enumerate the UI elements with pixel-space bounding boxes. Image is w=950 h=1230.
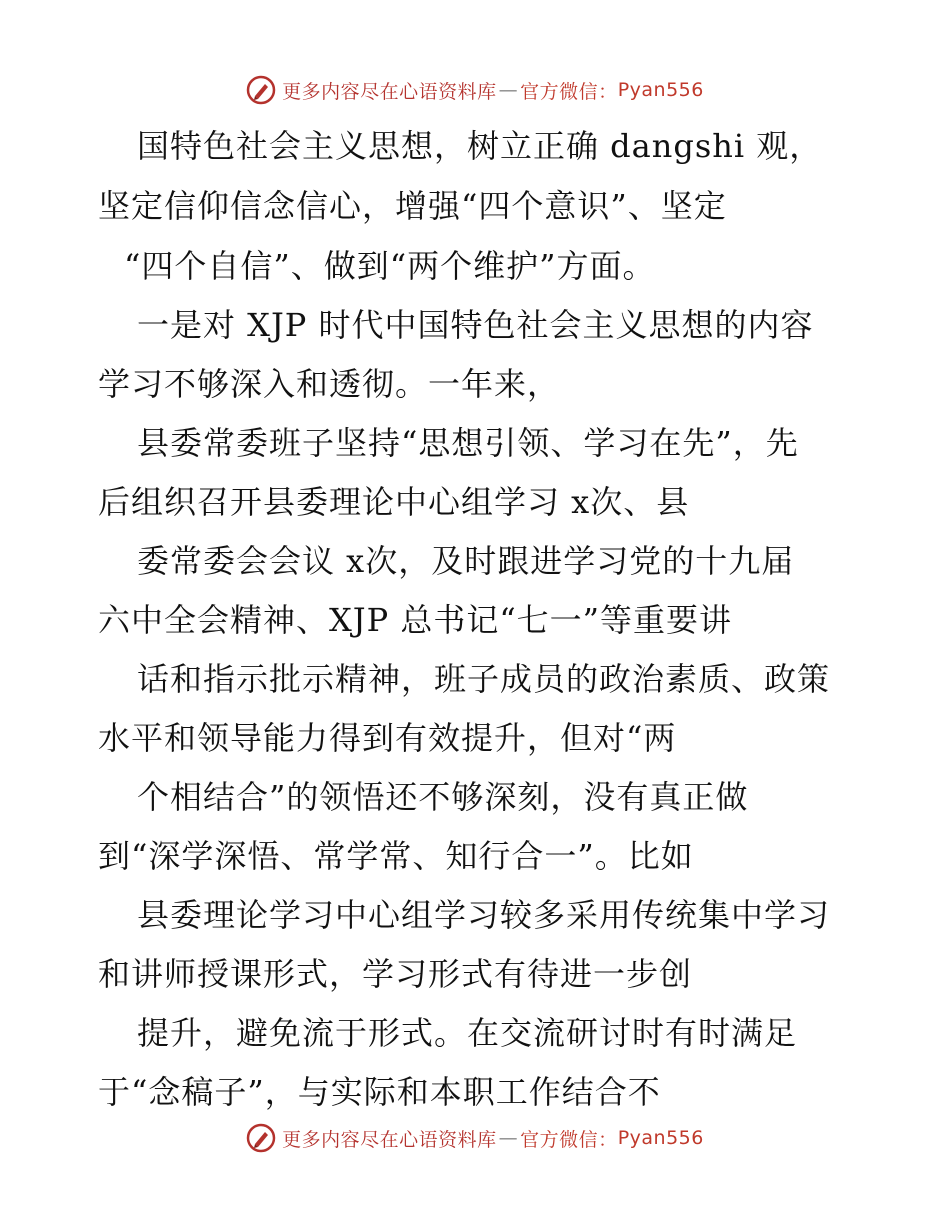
body-line: 于“念稿子”，与实际和本职工作结合不 — [98, 1073, 661, 1111]
banner-main-text: 更多内容尽在心语资料库 — [282, 1128, 497, 1151]
footer-banner — [0, 1120, 950, 1156]
body-line: 一是对 XJP 时代中国特色社会主义思想的内容 — [137, 306, 814, 344]
body-line: 委常委会会议 x次，及时跟进学习党的十九届 — [137, 542, 795, 580]
body-line: 六中全会精神、XJP 总书记“七一”等重要讲 — [98, 601, 733, 639]
body-line: 和讲师授课形式，学习形式有待进一步创 — [98, 955, 693, 993]
banner-separator: — — [498, 79, 519, 101]
body-line: “四个自信”、做到“两个维护”方面。 — [124, 247, 656, 285]
banner-separator: — — [498, 1127, 519, 1149]
banner-wechat-label: 官方微信： — [520, 1128, 618, 1151]
body-line: 水平和领导能力得到有效提升，但对“两 — [98, 719, 677, 757]
body-line: 后组织召开县委理论中心组学习 x次、县 — [98, 483, 690, 521]
body-line: 个相结合”的领悟还不够深刻，没有真正做 — [137, 778, 749, 816]
body-line: 学习不够深入和透彻。一年来， — [98, 365, 561, 403]
banner-account-id: Pyan556 — [617, 1127, 704, 1149]
banner-account-id: Pyan556 — [617, 79, 704, 101]
body-line: 提升，避免流于形式。在交流研讨时有时满足 — [137, 1014, 798, 1052]
body-line: 坚定信仰信念信心，增强“四个意识”、坚定 — [98, 187, 727, 225]
body-line: 国特色社会主义思想，树立正确 dangshi 观， — [137, 127, 823, 165]
body-line: 到“深学深悟、常学常、知行合一”。比如 — [98, 837, 694, 875]
pen-logo-icon — [246, 1123, 276, 1153]
body-line: 话和指示批示精神，班子成员的政治素质、政策 — [137, 660, 831, 698]
body-line: 县委常委班子坚持“思想引领、学习在先”，先 — [137, 424, 799, 462]
body-line: 县委理论学习中心组学习较多采用传统集中学习 — [137, 896, 831, 934]
banner-main-text: 更多内容尽在心语资料库 — [282, 80, 497, 103]
banner-wechat-label: 官方微信： — [520, 80, 618, 103]
